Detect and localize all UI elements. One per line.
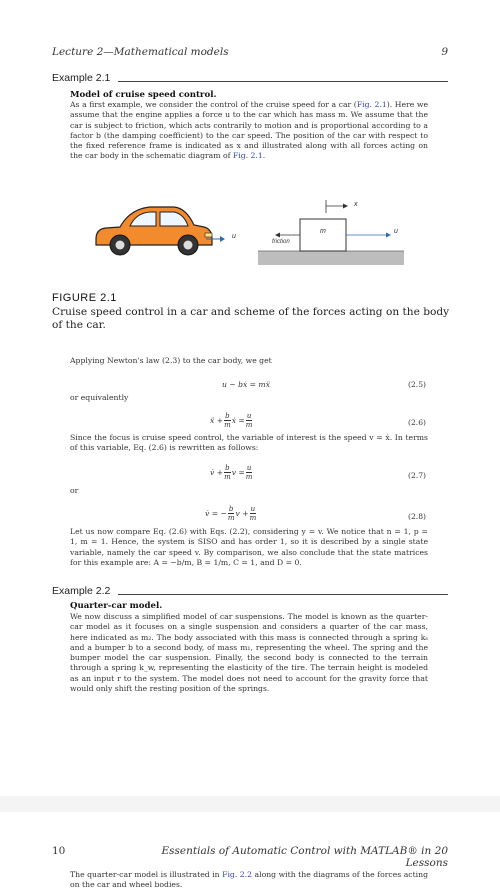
equation-2-7: v̇ + $\frac{b}{m}$ v = $\frac{u}{m}$ — [210, 464, 253, 481]
equation-number: (2.8) — [408, 512, 427, 521]
body-text: The quarter-car model is illustrated in Fig. 2.2 along with the diagrams of the forces acting on the car and wheel bodies. — [70, 870, 429, 890]
label-friction: friction — [272, 239, 290, 245]
example-title: Quarter-car model. — [70, 601, 163, 611]
body-text: or equivalently — [70, 393, 129, 402]
running-header: Essentials of Automatic Control with MATLAB® in 20 Lessons — [161, 845, 448, 869]
body-text: or — [70, 486, 79, 495]
example-title: Model of cruise speed control. — [70, 90, 217, 100]
body-text: Applying Newton's law (2.3) to the car body, we get — [70, 356, 272, 365]
label-x: x — [354, 201, 358, 208]
example-label: Example 2.2 — [52, 585, 111, 597]
example-paragraph: We now discuss a simplified model of car suspensions. The model is known as the quarter-car model as it focuses on a single suspension and considers a quarter of the car mass, here indicated as m₂. The body associated with this mass is connected through a spring kₛ and a bumper b to a second body, of mass m₁, representing the wheel. The spring and the bumper model the car suspension. Finally, the second body is connected to the terrain through a spring k_w, representing the elasticity of the tire. The terrain height is modeled as an input r to the system. The model does not need to account for the gravity force that would only shift the resting position of the springs. — [70, 612, 428, 694]
header-title: Lecture 2—Mathematical models — [52, 46, 229, 58]
running-header — [52, 46, 448, 58]
page-number: 9 — [441, 46, 448, 58]
figure-title: FIGURE 2.1 — [52, 292, 117, 304]
equation-2-8: v̇ = − $\frac{b}{m}$ v + $\frac{u}{m}$ — [205, 505, 257, 522]
figure-link[interactable]: Fig. 2.1 — [356, 100, 387, 109]
page-10 — [0, 812, 500, 891]
example-rule — [118, 81, 448, 82]
body-text: Since the focus is cruise speed control, the variable of interest is the speed v = ẋ. In terms of this variable, Eq. (2.6) is rewritten as follows: — [70, 433, 428, 453]
car-diagram — [90, 195, 410, 275]
equation-number: (2.5) — [408, 380, 427, 389]
example-rule — [118, 594, 448, 595]
page-number: 10 — [52, 845, 66, 857]
equation-number: (2.6) — [408, 418, 427, 427]
figure-2-1-image — [90, 195, 410, 275]
car-illustration — [96, 207, 212, 255]
label-u: u — [232, 233, 236, 240]
equation-2-5: u − bẋ = mẍ — [222, 380, 270, 389]
label-m: m — [320, 228, 326, 235]
equation-number: (2.7) — [408, 471, 427, 480]
body-text: Let us now compare Eq. (2.6) with Eqs. (2.2), considering y = v. We notice that n = 1, p = 1, m = 1. Hence, the system is SISO and has order 1, so it is described by a single state variable, namely the car speed v. By comparison, we also conclude that the state matrices for this example are: A = −b/m, B = 1/m, C = 1, and D = 0. — [70, 527, 428, 567]
example-label: Example 2.1 — [52, 72, 111, 84]
equation-2-6: ẍ + $\frac{b}{m}$ ẋ = $\frac{u}{m}$ — [210, 412, 253, 429]
example-paragraph: As a first example, we consider the control of the cruise speed for a car (Fig. 2.1). Here we assume that the engine applies a force u to the car which has mass m. We assume that the car is subject to friction, which acts contrarily to motion and is proportional according to a factor b (the damping coefficient) to the car speed. The position of the car with respect to the fixed reference frame is indicated as x and illustrated along with all forces acting on the car body in the schematic diagram of Fig. 2.1. — [70, 100, 428, 161]
figure-link[interactable]: Fig. 2.2 — [222, 870, 253, 879]
figure-link[interactable]: Fig. 2.1 — [232, 151, 263, 161]
figure-caption: Cruise speed control in a car and scheme of the forces acting on the body of the car. — [52, 306, 450, 331]
label-u-right: u — [394, 228, 398, 235]
